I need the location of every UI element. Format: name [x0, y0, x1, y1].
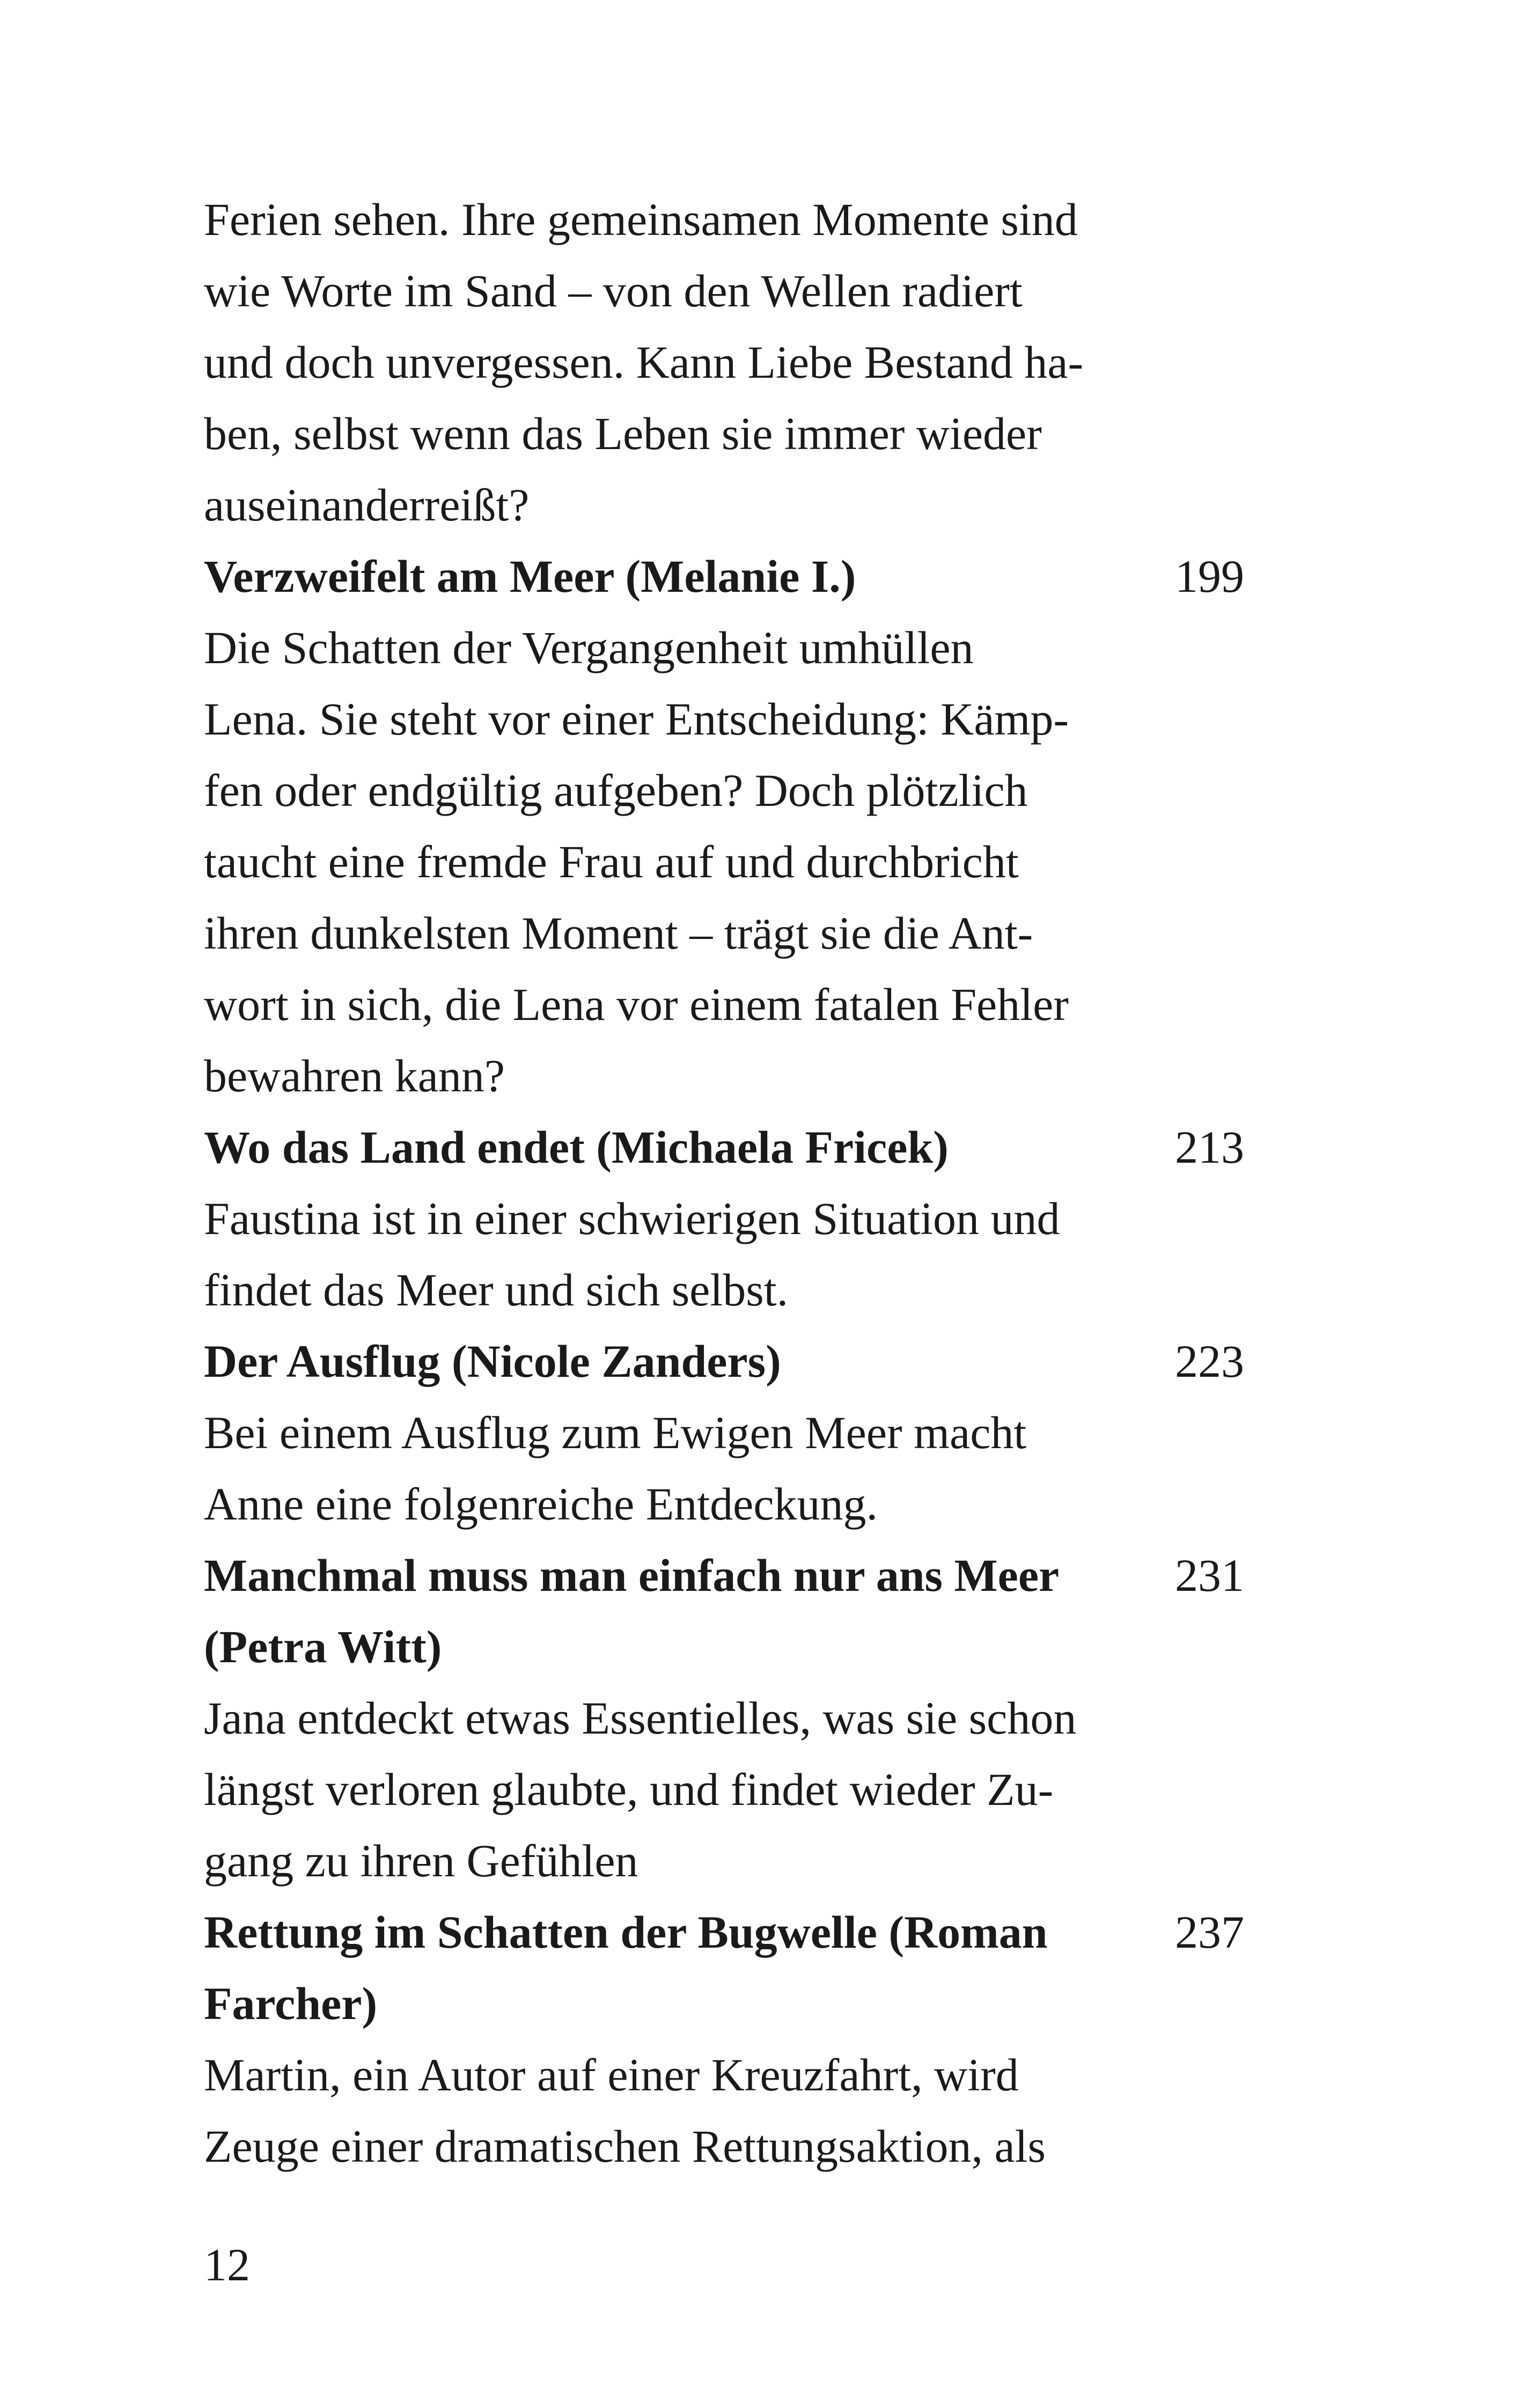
summary-line: Die Schatten der Vergangenheit umhüllen [204, 622, 974, 673]
summary-line: Zeuge einer dramatischen Rettungsaktion, als [204, 2120, 1046, 2172]
summary-line: längst verloren glaubte, und findet wieder Zu- [204, 1764, 1054, 1815]
entry-page-number: 231 [1175, 1550, 1244, 1601]
summary-line: Ferien sehen. Ihre gemeinsamen Momente sind [204, 194, 1078, 245]
toc-entry [204, 1112, 1277, 1326]
entry-title: Der Ausflug (Nicole Zanders) [204, 1335, 781, 1387]
entry-page-number: 213 [1175, 1121, 1244, 1173]
entry-heading [204, 1112, 1277, 1183]
entry-summary [204, 1397, 1277, 1540]
summary-line: findet das Meer und sich selbst. [204, 1264, 789, 1316]
entry-summary [204, 1183, 1277, 1326]
summary-line: gang zu ihren Gefühlen [204, 1835, 638, 1886]
page-number: 12 [204, 2239, 250, 2290]
summary-line: taucht eine fremde Frau auf und durchbricht [204, 836, 1019, 887]
toc-entry [204, 1897, 1277, 2182]
summary-line: Jana entdeckt etwas Essentielles, was sie schon [204, 1692, 1077, 1744]
summary-line: Lena. Sie steht vor einer Entscheidung: Kämp- [204, 693, 1069, 745]
entry-page-number: 199 [1175, 550, 1244, 602]
previous-entry-summary [204, 184, 1277, 541]
entry-heading [204, 1897, 1277, 2039]
toc-entry [204, 1326, 1277, 1540]
summary-line: Bei einem Ausflug zum Ewigen Meer macht [204, 1407, 1027, 1458]
entry-page-number: 223 [1175, 1335, 1244, 1387]
summary-line: ben, selbst wenn das Leben sie immer wieder [204, 408, 1042, 459]
entry-summary [204, 1683, 1277, 1897]
toc-entry [204, 541, 1277, 1112]
summary-line: und doch unvergessen. Kann Liebe Bestand ha- [204, 336, 1084, 388]
entry-summary [204, 2039, 1277, 2182]
summary-line: Martin, ein Autor auf einer Kreuzfahrt, wird [204, 2049, 1019, 2101]
summary-line: Faustina ist in einer schwierigen Situation und [204, 1193, 1060, 1244]
summary-line: fen oder endgültig aufgeben? Doch plötzlich [204, 765, 1028, 816]
entry-heading [204, 1540, 1277, 1683]
entry-title-continuation: Farcher) [204, 1978, 378, 2029]
toc-page [204, 184, 1277, 2182]
summary-line: wie Worte im Sand – von den Wellen radiert [204, 265, 1023, 317]
summary-line: Anne eine folgenreiche Entdeckung. [204, 1478, 878, 1530]
summary-line: bewahren kann? [204, 1050, 505, 1102]
entry-heading [204, 1326, 1277, 1397]
entry-title: Rettung im Schatten der Bugwelle (Roman [204, 1906, 1048, 1958]
entry-title: Verzweifelt am Meer (Melanie I.) [204, 550, 856, 602]
entry-heading [204, 541, 1277, 612]
entry-title-continuation: (Petra Witt) [204, 1621, 442, 1672]
entry-title: Manchmal muss man einfach nur ans Meer [204, 1550, 1060, 1601]
summary-line: auseinanderreißt? [204, 479, 530, 531]
entry-title: Wo das Land endet (Michaela Fricek) [204, 1121, 949, 1173]
summary-line: ihren dunkelsten Moment – trägt sie die Ant- [204, 907, 1033, 959]
entry-summary [204, 612, 1277, 1112]
toc-entry [204, 1540, 1277, 1897]
entry-page-number: 237 [1175, 1906, 1244, 1958]
summary-line: wort in sich, die Lena vor einem fatalen Fehler [204, 979, 1069, 1030]
